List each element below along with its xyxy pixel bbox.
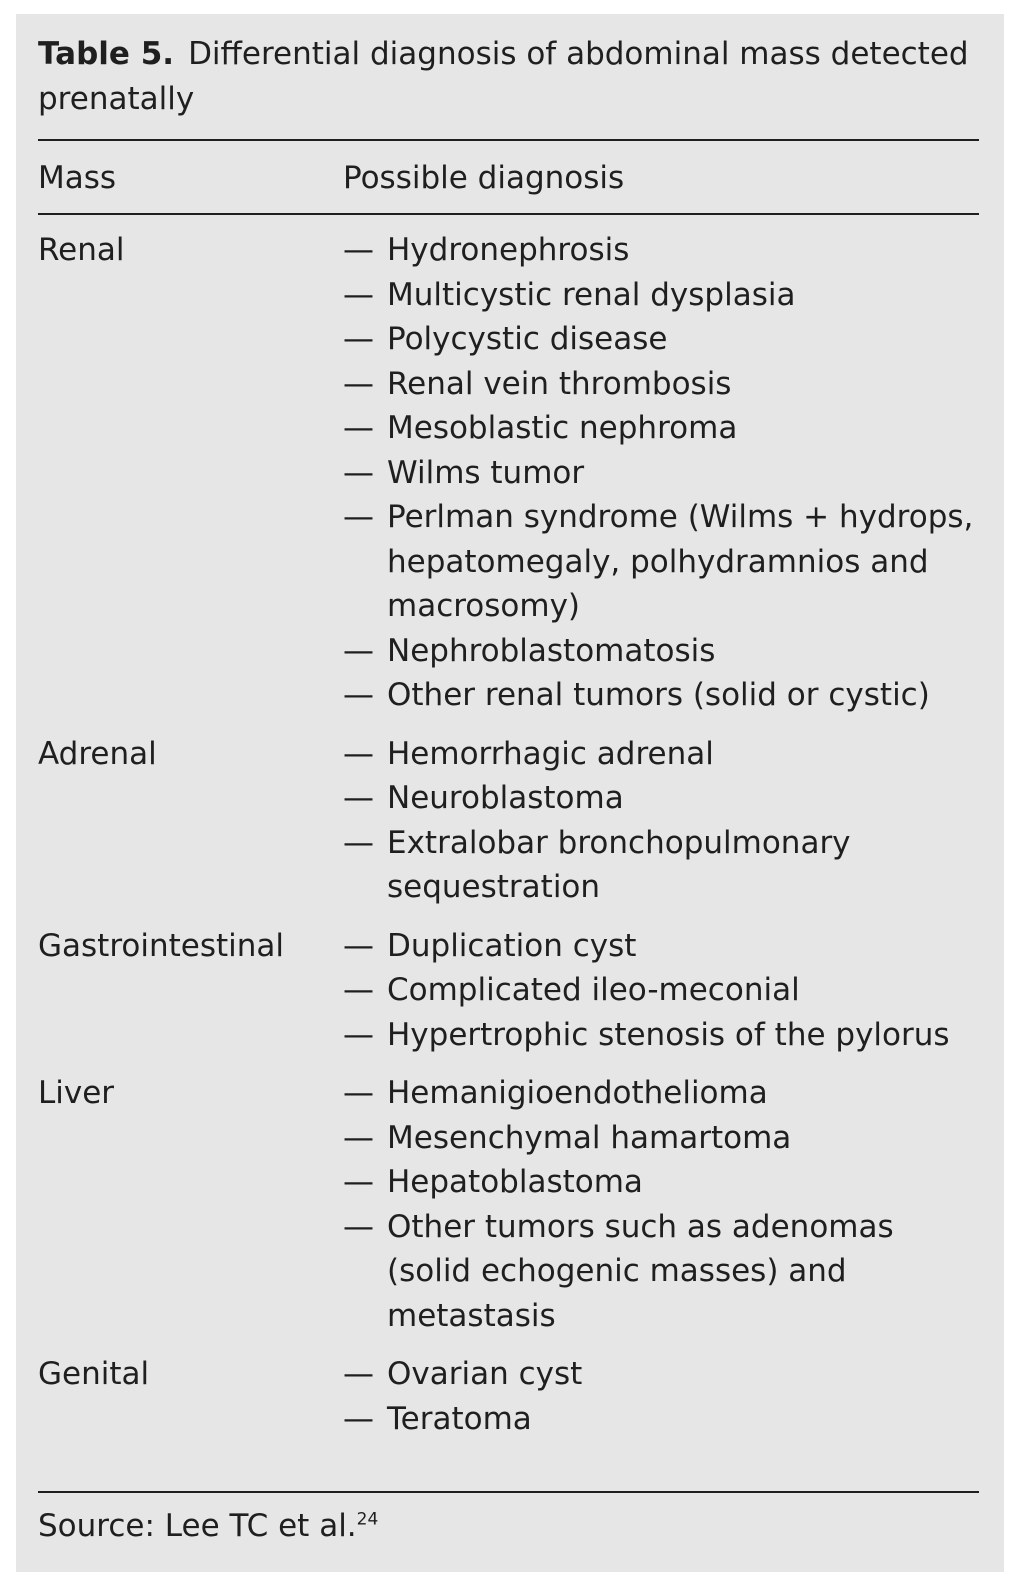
diagnosis-text: Mesenchymal hamartoma — [387, 1119, 792, 1156]
diagnosis-item — [343, 228, 979, 273]
dash-marker: — — [343, 927, 374, 964]
diagnosis-text: Hepatoblastoma — [387, 1164, 643, 1200]
dash-marker: — — [343, 321, 374, 357]
dash-marker: — — [343, 232, 374, 268]
diagnosis-item — [343, 273, 979, 318]
header-mass: Mass — [38, 160, 117, 196]
dash-marker: — — [343, 276, 374, 313]
diagnosis-item — [343, 821, 979, 910]
source-reference: 24 — [356, 1509, 379, 1530]
diagnosis-item — [343, 1205, 979, 1339]
diagnosis-text: Multicystic renal dysplasia — [387, 276, 796, 313]
diagnosis-list — [343, 1352, 979, 1441]
diagnosis-item — [343, 1160, 979, 1205]
diagnosis-text: Renal vein thrombosis — [387, 365, 732, 402]
dash-marker: — — [343, 1119, 374, 1156]
diagnosis-list — [343, 732, 979, 910]
dash-marker: — — [343, 1400, 374, 1437]
dash-marker: — — [343, 410, 374, 446]
dash-marker: — — [343, 677, 374, 713]
diagnosis-text: Hemanigioendothelioma — [387, 1075, 768, 1111]
dash-marker: — — [343, 824, 374, 861]
bottom-rule — [38, 1491, 979, 1493]
mass-cell: Renal — [38, 232, 125, 268]
diagnosis-text: Ovarian cyst — [387, 1356, 583, 1392]
diagnosis-item — [343, 673, 979, 718]
diagnosis-text: Mesoblastic nephroma — [387, 410, 738, 446]
diagnosis-item — [343, 406, 979, 451]
diagnosis-item — [343, 1116, 979, 1161]
dash-marker: — — [343, 972, 374, 1008]
diagnosis-item — [343, 1352, 979, 1397]
table-number: Table 5. — [38, 36, 175, 72]
diagnosis-text: Neuroblastoma — [387, 780, 624, 816]
diagnosis-text: Complicated ileo-meconial — [387, 972, 800, 1008]
table-row — [38, 1071, 979, 1338]
table-caption — [38, 32, 978, 122]
diagnosis-list — [343, 1071, 979, 1338]
diagnosis-list — [343, 228, 979, 718]
table-title: Differential diagnosis of abdominal mass detected prenatally — [38, 36, 969, 117]
diagnosis-text: Teratoma — [387, 1400, 532, 1437]
diagnosis-item — [343, 1397, 979, 1442]
dash-marker: — — [343, 499, 374, 535]
diagnosis-item — [343, 924, 979, 969]
diagnosis-text: Other renal tumors (solid or cystic) — [387, 677, 930, 713]
dash-marker: — — [343, 1016, 374, 1053]
table-panel — [16, 14, 1004, 1572]
diagnosis-text: Hydronephrosis — [387, 232, 630, 268]
diagnosis-item — [343, 968, 979, 1013]
table-row — [38, 924, 979, 1058]
diagnosis-text: Nephroblastomatosis — [387, 632, 716, 669]
dash-marker: — — [343, 1356, 374, 1392]
mass-cell: Adrenal — [38, 735, 157, 772]
mass-cell: Gastrointestinal — [38, 927, 285, 964]
diagnosis-item — [343, 629, 979, 674]
table-row — [38, 732, 979, 910]
diagnosis-list — [343, 924, 979, 1058]
diagnosis-item — [343, 362, 979, 407]
table-source — [38, 1504, 378, 1548]
dash-marker: — — [343, 632, 374, 669]
diagnosis-item — [343, 776, 979, 821]
diagnosis-text: Other tumors such as adenomas (solid echogenic masses) and metastasis — [387, 1208, 894, 1334]
diagnosis-item — [343, 451, 979, 496]
dash-marker: — — [343, 735, 374, 772]
diagnosis-item — [343, 732, 979, 777]
top-rule — [38, 139, 979, 141]
dash-marker: — — [343, 1075, 374, 1111]
diagnosis-item — [343, 1013, 979, 1058]
table-row — [38, 228, 979, 718]
diagnosis-text: Hypertrophic stenosis of the pylorus — [387, 1016, 950, 1053]
dash-marker: — — [343, 454, 374, 491]
mass-cell: Genital — [38, 1356, 150, 1392]
header-diagnosis: Possible diagnosis — [343, 160, 625, 196]
diagnosis-text: Perlman syndrome (Wilms + hydrops, hepatomegaly, polhydramnios and macrosomy) — [387, 499, 974, 624]
diagnosis-text: Extralobar bronchopulmonary sequestration — [387, 824, 851, 905]
mass-cell: Liver — [38, 1075, 115, 1111]
dash-marker: — — [343, 365, 374, 402]
diagnosis-text: Wilms tumor — [387, 454, 585, 491]
dash-marker: — — [343, 1208, 374, 1245]
diagnosis-text: Duplication cyst — [387, 927, 637, 964]
table-body — [38, 228, 979, 1455]
table-row — [38, 1352, 979, 1441]
diagnosis-item — [343, 1071, 979, 1116]
source-text: Source: Lee TC et al. — [38, 1508, 357, 1544]
diagnosis-text: Polycystic disease — [387, 321, 668, 357]
dash-marker: — — [343, 1164, 374, 1200]
diagnosis-item — [343, 495, 979, 629]
diagnosis-text: Hemorrhagic adrenal — [387, 735, 714, 772]
dash-marker: — — [343, 780, 374, 816]
diagnosis-item — [343, 317, 979, 362]
header-rule — [38, 213, 979, 215]
